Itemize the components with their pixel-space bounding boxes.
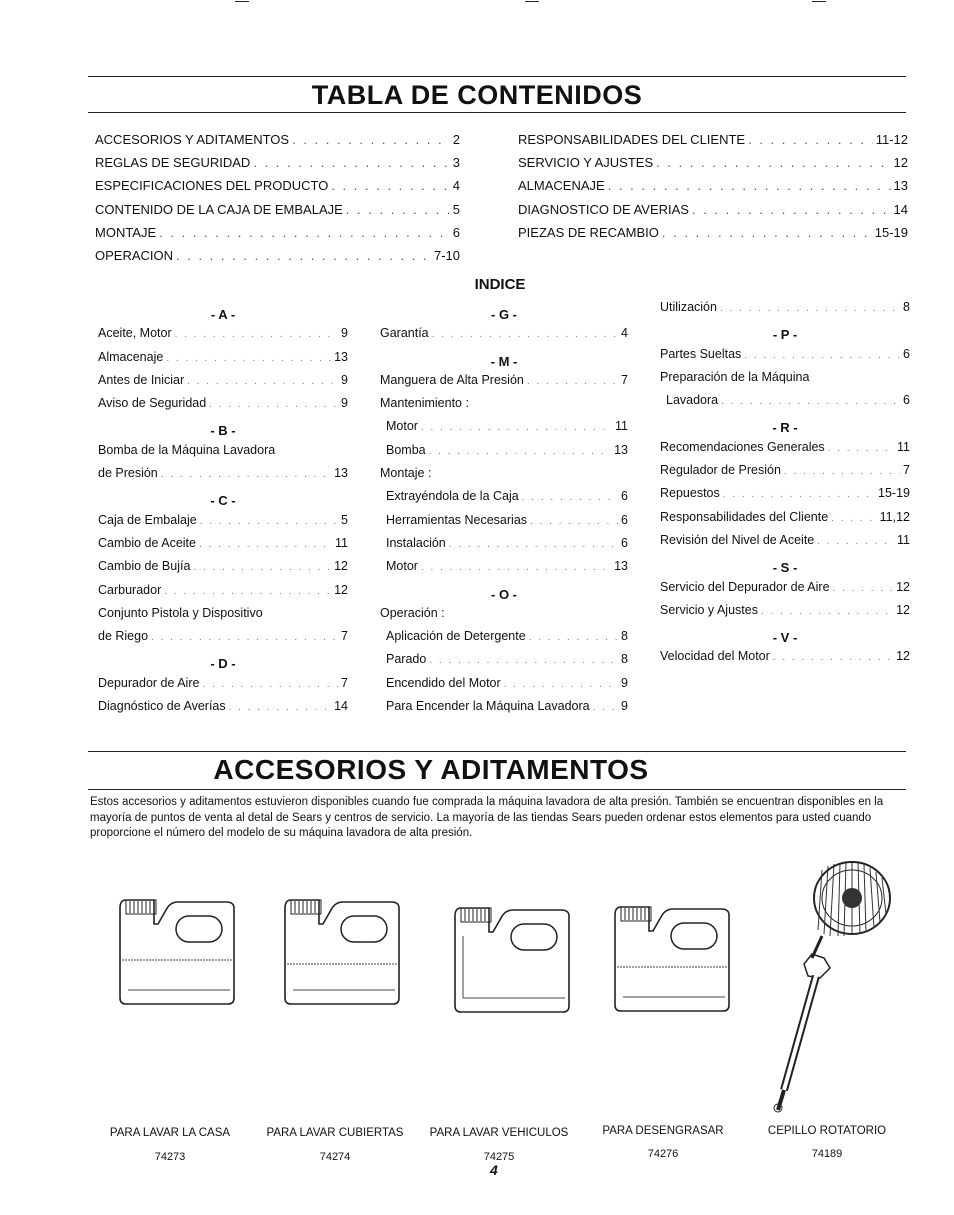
- index-title: INDICE: [474, 276, 526, 293]
- dot-leader: [529, 632, 618, 643]
- jug-house-wash-image: [118, 898, 240, 1008]
- toc-entry-label: PIEZAS DE RECAMBIO: [518, 224, 659, 240]
- dot-leader: [176, 248, 431, 263]
- index-entry-page: 6: [621, 535, 628, 550]
- toc-entry: [95, 132, 460, 147]
- index-entry: [660, 463, 910, 486]
- index-entry: [98, 606, 348, 629]
- index-entry: [380, 536, 628, 559]
- index-entry-label: Bomba: [386, 442, 426, 457]
- index-entry: [380, 559, 628, 582]
- index-entry: [98, 676, 348, 699]
- index-entry-label: Instalación: [386, 535, 446, 550]
- index-entry-label: Servicio y Ajustes: [660, 602, 758, 617]
- index-entry-label: Motor: [386, 419, 418, 434]
- dot-leader: [346, 202, 450, 217]
- toc-entry: [518, 132, 908, 147]
- index-entry-label: Regulador de Presión: [660, 463, 781, 478]
- index-letter-heading: - B -: [210, 423, 236, 439]
- index-entry-page: 7: [621, 372, 628, 387]
- index-entry-page: 12: [896, 602, 910, 617]
- index-entry: [98, 466, 348, 489]
- index-entry-label: Aceite, Motor: [98, 326, 172, 341]
- toc-entry-label: MONTAJE: [95, 224, 157, 240]
- dot-leader: [831, 513, 876, 524]
- index-entry: [660, 580, 910, 603]
- index-entry-label: Carburador: [98, 582, 162, 597]
- toc-title: TABLA DE CONTENIDOS: [311, 80, 643, 110]
- dot-leader: [773, 652, 893, 663]
- accessory-caption: PARA LAVAR LA CASA: [109, 1127, 231, 1139]
- index-entry: [380, 466, 628, 489]
- dot-leader: [522, 492, 618, 503]
- dot-leader: [187, 376, 338, 387]
- toc-entry-label: RESPONSABILIDADES DEL CLIENTE: [518, 132, 746, 147]
- index-entry: [380, 489, 628, 512]
- index-entry-label: Caja de Embalaje: [98, 512, 197, 527]
- index-entry-label: Parado: [386, 652, 427, 667]
- toc-entry-page: 7-10: [433, 248, 460, 263]
- index-letter-heading: - R -: [772, 420, 798, 436]
- index-entry-page: 13: [614, 559, 628, 574]
- index-entry-label: Herramientas Necesarias: [386, 512, 528, 527]
- header-mark: —: [812, 0, 826, 8]
- index-entry-label: Almacenaje: [98, 349, 164, 364]
- toc-entry-page: 4: [452, 178, 460, 194]
- index-letter-heading: - V -: [772, 630, 798, 646]
- index-entry-page: 8: [621, 629, 628, 644]
- toc-entry-label: ALMACENAJE: [518, 178, 605, 194]
- index-letter-heading: - D -: [210, 656, 236, 672]
- index-entry-page: 7: [341, 629, 348, 644]
- accessory-caption: CEPILLO ROTATORIO: [767, 1125, 887, 1137]
- page-number: 4: [490, 1162, 498, 1178]
- index-column-1: [98, 303, 348, 722]
- toc-entry-label: ACCESORIOS Y ADITAMENTOS: [95, 132, 290, 147]
- index-entry: [660, 440, 910, 463]
- dot-leader: [199, 539, 332, 550]
- index-entry: [98, 629, 348, 652]
- index-entry: [98, 443, 348, 466]
- dot-leader: [166, 353, 331, 364]
- accessory-model-number: 74275: [483, 1151, 515, 1163]
- dot-leader: [748, 132, 873, 147]
- index-entry-label: Operación :: [380, 605, 445, 620]
- index-entry-label: Revisión del Nivel de Aceite: [660, 532, 815, 547]
- index-letter-heading: - O -: [491, 586, 517, 602]
- toc-entry-label: OPERACION: [95, 248, 174, 263]
- index-entry-label: Depurador de Aire: [98, 675, 200, 690]
- dot-leader: [761, 606, 893, 617]
- index-entry-label: Lavadora: [666, 393, 719, 408]
- index-entry: [380, 443, 628, 466]
- index-entry-page: 6: [621, 489, 628, 504]
- dot-leader: [429, 655, 618, 666]
- index-entry: [98, 583, 348, 606]
- index-letter-heading: - A -: [210, 307, 236, 322]
- toc-entry-page: 3: [452, 155, 460, 171]
- jug-deck-wash-image: [283, 898, 405, 1008]
- index-entry-page: 12: [896, 649, 910, 664]
- index-entry-page: 11: [615, 419, 628, 434]
- index-entry-page: 9: [341, 326, 348, 341]
- dot-leader: [175, 329, 338, 340]
- index-entry-label: Cambio de Aceite: [98, 535, 196, 550]
- index-entry: [98, 326, 348, 349]
- index-entry: [380, 606, 628, 629]
- index-letter-heading: - G -: [491, 307, 517, 322]
- toc-entry-label: CONTENIDO DE LA CAJA DE EMBALAJE: [95, 201, 343, 217]
- index-entry-page: 4: [621, 326, 628, 341]
- index-entry-page: 13: [334, 349, 348, 364]
- index-entry: [380, 676, 628, 699]
- index-entry-label: Bomba de la Máquina Lavadora: [98, 442, 276, 457]
- toc-entry-page: 5: [452, 201, 460, 217]
- jug-vehicle-wash-image: [453, 906, 575, 1016]
- dot-leader: [202, 679, 338, 690]
- accessory-model-number: 74274: [319, 1151, 351, 1163]
- dot-leader: [828, 443, 894, 454]
- index-entry-label: Servicio del Depurador de Aire: [660, 579, 830, 594]
- toc-entry-page: 13: [893, 178, 908, 194]
- index-entry: [380, 629, 628, 652]
- index-entry-page: 9: [621, 699, 628, 714]
- index-entry-label: Extrayéndola de la Caja: [386, 489, 519, 504]
- dot-leader: [292, 132, 450, 147]
- header-mark: —: [525, 0, 539, 8]
- index-entry: [380, 373, 628, 396]
- toc-entry: [95, 248, 460, 263]
- dot-leader: [720, 303, 900, 314]
- toc-entry: [95, 178, 460, 193]
- index-entry-page: 9: [621, 675, 628, 690]
- index-entry: [660, 649, 910, 672]
- dot-leader: [817, 536, 894, 547]
- accessories-description: Estos accesorios y aditamentos estuvieron disponibles cuando fue comprada la máquina lavadora de alta presión. También se encuentran disponibles en la mayoría de puntos de venta al detal de Sears y centros de servicio. La mayoría de las tiendas Sears pueden ordenar estos elementos para usted cuando proporcione el número del modelo de su máquina lavadora de alta presión.: [90, 796, 884, 839]
- index-column-2: [380, 303, 628, 722]
- index-entry-label: Encendido del Motor: [386, 675, 501, 690]
- accessories-top-rule: [88, 751, 906, 752]
- toc-entry-page: 2: [452, 132, 460, 147]
- index-entry-page: 8: [903, 300, 910, 314]
- dot-leader: [331, 178, 449, 193]
- accessory-caption: PARA LAVAR VEHICULOS: [429, 1127, 569, 1139]
- index-entry-label: Velocidad del Motor: [660, 649, 770, 664]
- header-mark: —: [235, 0, 249, 8]
- jug-degreaser-image: [613, 905, 735, 1015]
- index-entry: [98, 396, 348, 419]
- index-entry-label: Mantenimiento :: [380, 396, 469, 411]
- dot-leader: [723, 489, 875, 500]
- index-entry-label: Para Encender la Máquina Lavadora: [386, 699, 590, 714]
- toc-entry-label: ESPECIFICACIONES DEL PRODUCTO: [95, 178, 329, 194]
- index-letter-heading: - P -: [772, 327, 798, 343]
- index-entry: [660, 486, 910, 509]
- dot-leader: [151, 632, 338, 643]
- dot-leader: [193, 562, 331, 573]
- index-entry: [660, 533, 910, 556]
- index-entry-page: 12: [334, 582, 348, 597]
- toc-bottom-rule: [88, 112, 906, 113]
- index-entry-label: Preparación de la Máquina: [660, 369, 810, 384]
- index-entry-page: 11: [897, 439, 910, 454]
- index-entry: [98, 536, 348, 559]
- dot-leader: [253, 155, 449, 170]
- index-entry-label: Motor: [386, 559, 418, 574]
- index-entry: [380, 652, 628, 675]
- dot-leader: [429, 446, 611, 457]
- index-entry: [98, 559, 348, 582]
- dot-leader: [608, 178, 891, 193]
- index-entry-page: 11: [897, 532, 910, 547]
- index-entry-label: Cambio de Bujía: [98, 559, 191, 574]
- index-entry-label: Diagnóstico de Averías: [98, 699, 226, 714]
- index-entry-label: de Riego: [98, 629, 149, 644]
- index-letter-heading: - C -: [210, 493, 236, 509]
- index-entry: [98, 513, 348, 536]
- index-entry: [660, 300, 910, 323]
- dot-leader: [164, 586, 331, 597]
- toc-entry: [95, 202, 460, 217]
- index-entry-label: Aviso de Seguridad: [98, 396, 207, 411]
- accessory-model-number: 74276: [647, 1148, 679, 1160]
- index-entry-label: Recomendaciones Generales: [660, 439, 825, 454]
- index-entry: [98, 350, 348, 373]
- index-entry-label: Repuestos: [660, 486, 720, 501]
- dot-leader: [744, 350, 900, 361]
- index-entry: [660, 347, 910, 370]
- index-entry: [380, 396, 628, 419]
- index-entry: [660, 393, 910, 416]
- index-entry-page: 12: [896, 579, 910, 594]
- accessory-model-number: 74189: [811, 1148, 843, 1160]
- dot-leader: [209, 399, 338, 410]
- index-entry-page: 9: [341, 396, 348, 411]
- index-entry-page: 6: [903, 393, 910, 408]
- index-entry: [380, 419, 628, 442]
- index-entry-page: 11,12: [879, 509, 910, 524]
- index-letter-heading: - M -: [490, 353, 518, 369]
- toc-top-rule: [88, 76, 906, 77]
- toc-entry-label: DIAGNOSTICO DE AVERIAS: [518, 201, 689, 217]
- index-entry-label: Garantía: [380, 326, 429, 341]
- index-entry: [380, 699, 628, 722]
- accessories-title: ACCESORIOS Y ADITAMENTOS: [213, 754, 649, 785]
- dot-leader: [721, 396, 900, 407]
- toc-entry-label: SERVICIO Y AJUSTES: [518, 155, 654, 171]
- index-entry-label: Utilización: [660, 300, 717, 314]
- index-entry-label: Partes Sueltas: [660, 346, 742, 361]
- dot-leader: [421, 422, 612, 433]
- toc-entry-page: 12: [893, 155, 908, 171]
- index-entry: [380, 326, 628, 349]
- toc-entry: [95, 225, 460, 240]
- index-entry-page: 8: [621, 652, 628, 667]
- dot-leader: [527, 376, 618, 387]
- dot-leader: [692, 202, 891, 217]
- index-entry-page: 13: [614, 442, 628, 457]
- index-entry: [380, 513, 628, 536]
- accessory-caption: PARA DESENGRASAR: [602, 1125, 724, 1137]
- index-entry-page: 6: [903, 346, 910, 361]
- index-entry: [98, 699, 348, 722]
- index-entry-page: 12: [334, 559, 348, 574]
- dot-leader: [504, 679, 618, 690]
- dot-leader: [432, 329, 618, 340]
- index-entry-label: Aplicación de Detergente: [386, 629, 526, 644]
- dot-leader: [200, 516, 338, 527]
- index-entry-label: Responsabilidades del Cliente: [660, 509, 829, 524]
- index-entry-page: 9: [341, 372, 348, 387]
- index-entry-label: Conjunto Pistola y Dispositivo: [98, 605, 263, 620]
- dot-leader: [159, 225, 450, 240]
- accessory-caption: PARA LAVAR CUBIERTAS: [266, 1127, 404, 1139]
- index-column-3: [660, 300, 910, 673]
- index-entry-page: 7: [903, 463, 910, 478]
- index-entry: [98, 373, 348, 396]
- dot-leader: [662, 225, 872, 240]
- index-entry-label: de Presión: [98, 466, 158, 481]
- dot-leader: [833, 583, 894, 594]
- index-entry-page: 7: [341, 675, 348, 690]
- accessory-model-number: 74273: [154, 1151, 186, 1163]
- index-entry: [660, 510, 910, 533]
- index-entry-label: Antes de Iniciar: [98, 372, 185, 387]
- toc-entry-page: 14: [893, 201, 908, 217]
- index-letter-heading: - S -: [772, 560, 798, 576]
- toc-entry-page: 15-19: [874, 224, 908, 240]
- dot-leader: [161, 469, 331, 480]
- index-entry-page: 13: [334, 466, 348, 481]
- toc-entry-page: 11-12: [875, 132, 908, 147]
- dot-leader: [530, 516, 618, 527]
- index-entry-label: Manguera de Alta Presión: [380, 372, 524, 387]
- index-entry-page: 5: [341, 512, 348, 527]
- dot-leader: [593, 702, 618, 713]
- toc-entry: [518, 202, 908, 217]
- index-entry-label: Montaje :: [380, 466, 432, 481]
- index-entry-page: 14: [334, 699, 348, 714]
- toc-entry: [518, 178, 908, 193]
- toc-entry: [518, 225, 908, 240]
- toc-entry-label: REGLAS DE SEGURIDAD: [95, 155, 251, 171]
- index-entry: [660, 603, 910, 626]
- accessories-bottom-rule: [88, 789, 906, 790]
- dot-leader: [784, 466, 900, 477]
- toc-entry-page: 6: [452, 224, 460, 240]
- dot-leader: [449, 539, 618, 550]
- index-entry-page: 11: [335, 535, 348, 550]
- rotating-brush-image: [760, 858, 900, 1118]
- toc-entry: [95, 155, 460, 170]
- index-entry: [660, 370, 910, 393]
- dot-leader: [421, 562, 611, 573]
- index-entry-page: 15-19: [878, 486, 910, 501]
- index-entry-page: 6: [621, 512, 628, 527]
- toc-entry: [518, 155, 908, 170]
- dot-leader: [656, 155, 890, 170]
- dot-leader: [229, 702, 331, 713]
